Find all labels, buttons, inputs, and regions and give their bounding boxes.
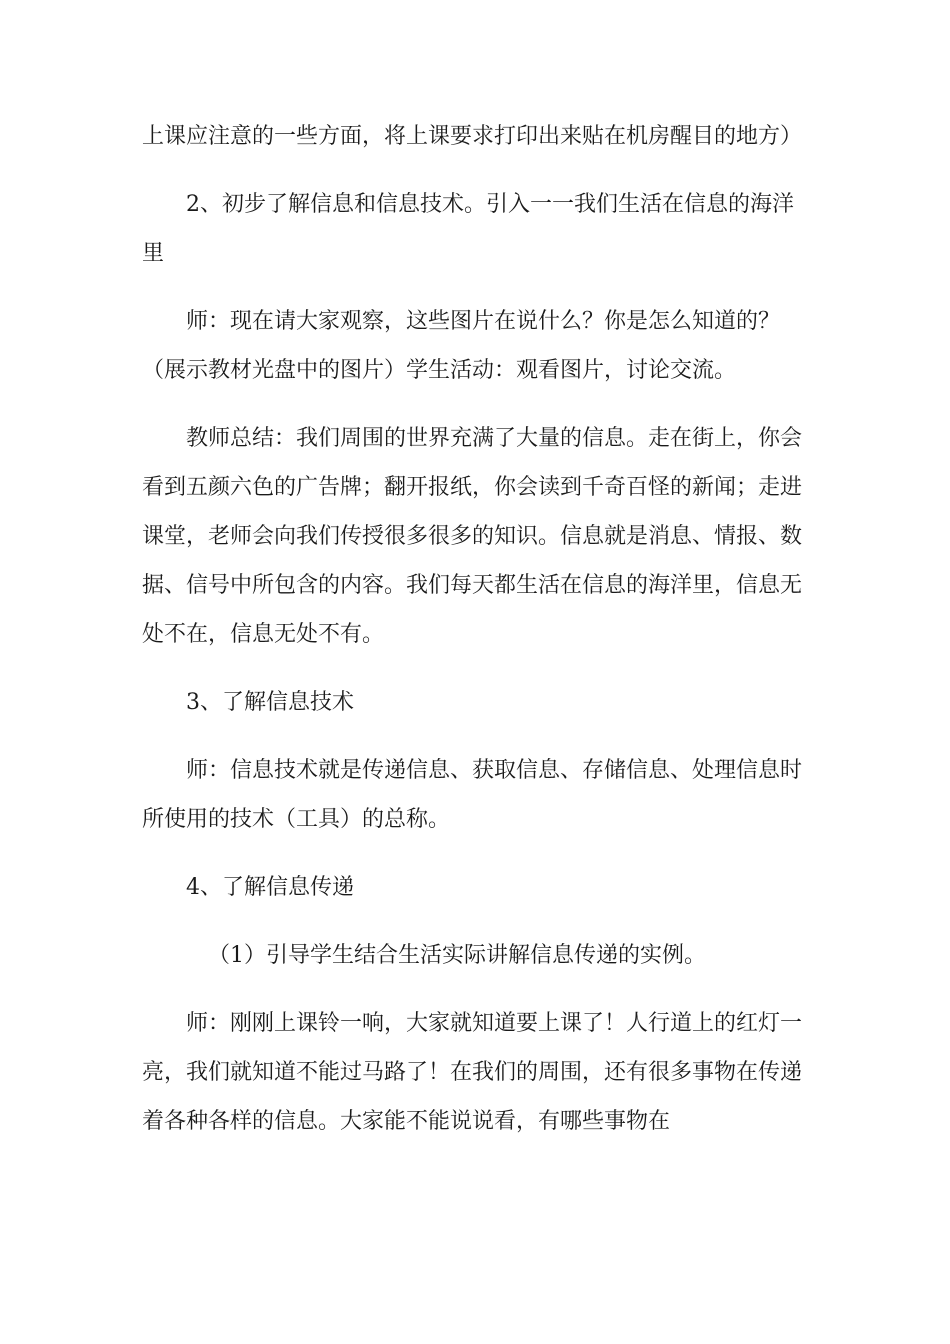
paragraph-teacher-examples: 师：刚刚上课铃一响，大家就知道要上课了！人行道上的红灯一亮，我们就知道不能过马路了！在我们的周围，还有很多事物在传递着各种各样的信息。大家能不能说说看，有哪些事物在 xyxy=(142,1011,803,1134)
paragraph-teacher-summary: 教师总结：我们周围的世界充满了大量的信息。走在街上，你会看到五颜六色的广告牌；翻开报纸，你会读到千奇百怪的新闻；走进课堂，老师会向我们传授很多很多的知识。信息就是消息、情报、数据、信号中所包含的内容。我们每天都生活在信息的海洋里，信息无处不在，信息无处不有。 xyxy=(142,426,803,647)
paragraph-teacher-observe: 师：现在请大家观察，这些图片在说什么？你是怎么知道的？（展示教材光盘中的图片）学生活动：观看图片，讨论交流。 xyxy=(142,309,781,383)
section-heading-3: 3、了解信息技术 xyxy=(186,690,354,715)
subsection-heading-1: （1）引导学生结合生活实际讲解信息传递的实例。 xyxy=(208,943,706,968)
document-page xyxy=(142,112,812,1146)
section-heading-2: 2、初步了解信息和信息技术。引入一一我们生活在信息的海洋里 xyxy=(142,192,794,266)
paragraph-info-tech-definition: 师：信息技术就是传递信息、获取信息、存储信息、处理信息时所使用的技术（工具）的总称。 xyxy=(142,758,803,832)
paragraph-continuation: 上课应注意的一些方面，将上课要求打印出来贴在机房醒目的地方） xyxy=(142,124,803,149)
section-heading-4: 4、了解信息传递 xyxy=(186,875,354,900)
